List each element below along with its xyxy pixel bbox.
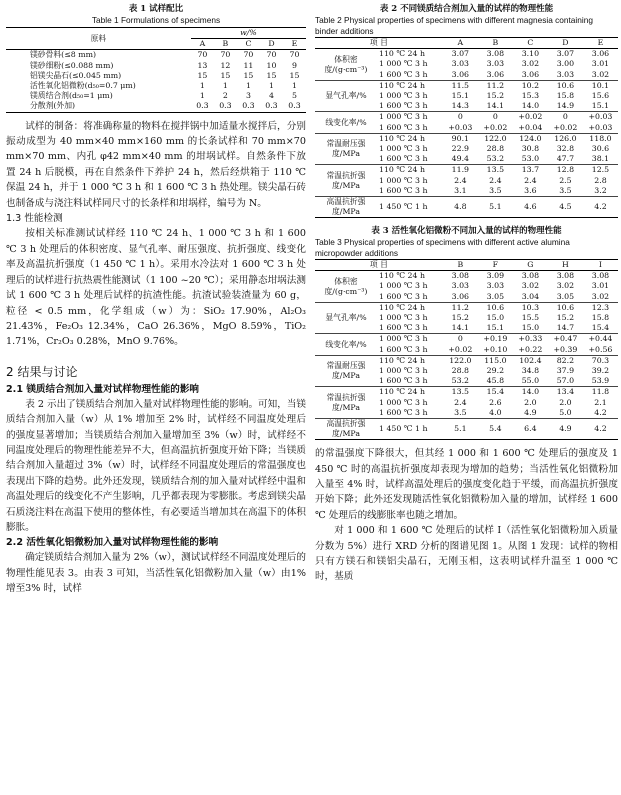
table1-cell: 1 xyxy=(199,81,205,91)
table2-cell: 3.07 xyxy=(556,49,575,59)
table3-cell: 14.0 xyxy=(513,387,548,398)
table1-cell: 2 xyxy=(222,91,228,101)
table2-cell: 13.5 xyxy=(478,165,513,176)
table3-cell: 28.8 xyxy=(451,366,470,376)
table3-cell: 15.1 xyxy=(486,323,505,333)
table1-cell: 15 xyxy=(266,70,277,80)
table3-cell: +0.39 xyxy=(553,344,578,354)
table3-header: G xyxy=(527,260,534,270)
table3-cell: +0.44 xyxy=(583,334,618,345)
table3-condition: 1 000 ℃ 3 h xyxy=(379,281,428,291)
table3-property: 高温抗折强度/MPa xyxy=(315,419,377,440)
table2-cell: 126.0 xyxy=(548,133,583,144)
table2-cell: 49.4 xyxy=(451,154,470,164)
table1-cell: 4 xyxy=(268,91,274,101)
table3-cell: 15.4 xyxy=(591,323,610,333)
table1-material: 活性氧化铝微粉(d₅₀=0.7 μm) xyxy=(30,81,136,91)
table2-cell: 3.06 xyxy=(591,49,610,59)
table2-cell: 12.5 xyxy=(583,165,618,176)
table3-condition: 1 000 ℃ 3 h xyxy=(379,397,428,407)
table2-cell: +0.02 xyxy=(483,122,508,132)
table2-cell: +0.04 xyxy=(518,122,543,132)
table1-cell: 1 xyxy=(199,91,205,101)
table2-condition: 110 ℃ 24 h xyxy=(377,133,443,144)
table3-cell: +0.19 xyxy=(478,334,513,345)
table2-cell: 4.5 xyxy=(548,197,583,218)
table1-cell: 1 xyxy=(245,81,251,91)
table1-material: 镁砂细粉(≤0.088 mm) xyxy=(30,60,114,70)
table-row xyxy=(315,197,618,218)
table3-property: 显气孔率/% xyxy=(315,302,377,334)
table2-condition: 1 000 ℃ 3 h xyxy=(379,59,428,69)
table-row xyxy=(6,71,306,81)
table3-cell: 3.02 xyxy=(521,281,540,291)
table2-cell: 0 xyxy=(478,112,513,123)
table2-cell: 3.06 xyxy=(486,69,505,79)
table3-cell: +0.33 xyxy=(513,334,548,345)
table2-cell: 38.1 xyxy=(591,154,610,164)
table3-cell: 3.06 xyxy=(451,291,470,301)
table3-cell: 102.4 xyxy=(513,355,548,366)
table2-title-cn: 表 2 不同镁质结合剂加入量的试样的物理性能 xyxy=(379,4,554,14)
table2-cell: 0 xyxy=(548,112,583,123)
table2-cell: 30.8 xyxy=(521,144,540,154)
table3-cell: 29.2 xyxy=(486,366,505,376)
right-column xyxy=(315,0,618,585)
table3-cell: 2.0 xyxy=(559,397,572,407)
table2-header: B xyxy=(492,38,499,47)
table1-cell: 5 xyxy=(291,91,297,101)
table2-cell: 3.1 xyxy=(454,185,467,195)
table-row xyxy=(6,61,306,71)
table2-cell: 15.3 xyxy=(521,91,540,101)
table2-condition: 110 ℃ 24 h xyxy=(379,49,425,59)
table2-condition: 1 000 ℃ 3 h xyxy=(377,112,443,123)
table3-title-cn: 表 3 活性氧化铝微粉不同加入量的试样的物理性能 xyxy=(371,226,562,237)
table3-cell: 10.3 xyxy=(513,302,548,313)
table-row xyxy=(315,419,618,440)
table2-cell: 3.08 xyxy=(486,49,505,59)
table3-cell: +0.22 xyxy=(518,344,543,354)
table-row xyxy=(315,271,618,282)
table3-cell: 3.05 xyxy=(486,291,505,301)
table2-header: A xyxy=(457,38,464,47)
table3-property: 线变化率/% xyxy=(315,334,377,355)
table2-cell: 11.9 xyxy=(443,165,478,176)
table1-cell: 15 xyxy=(220,70,231,80)
paragraph-preparation: 试样的制备：将准确称量的物料在搅拌锅中加适量水搅拌后，分别振动成型为 40 mm×40 mm×160 mm 的长条试样和 70 mm×70 mm×70 mm、内孔 φ42 mm×40 mm 的坩埚试样。自然条件下放置 24 h 后脱模，再在自然条件下养护 24 h，然后经烘箱于 110 ℃ 保温 24 h，并于 1 000 ℃ 3 h 和 1 600 ℃ 3 h 热处理。镁尖晶石砖也制备成与浇注料试样同尺寸的长条样和坩埚样，编号为 N。 xyxy=(6,120,306,209)
table3-cell: 3.08 xyxy=(521,271,540,281)
table1-cell: 9 xyxy=(291,60,297,70)
table1-cell: 12 xyxy=(220,60,231,70)
table3-cell: 4.9 xyxy=(548,419,583,440)
table2-header: 项 目 xyxy=(369,38,388,47)
table1-cell: 15 xyxy=(289,70,300,80)
table2-cell: 0 xyxy=(443,112,478,123)
table3-title-en: Table 3 Physical properties of specimens with different active alumina micropowder additions xyxy=(315,237,570,259)
table1-cell: 1 xyxy=(222,81,228,91)
table2-cell: 15.2 xyxy=(486,91,505,101)
table3-cell: 10.6 xyxy=(548,302,583,313)
table3-cell: 3.01 xyxy=(591,281,610,291)
table2-condition: 1 600 ℃ 3 h xyxy=(379,69,428,79)
table3-condition: 1 600 ℃ 3 h xyxy=(379,291,428,301)
table1-unit-header: w/% xyxy=(191,28,306,39)
table3-condition: 110 ℃ 24 h xyxy=(379,271,425,281)
table2-cell: 3.03 xyxy=(556,69,575,79)
table2-cell: 3.07 xyxy=(451,49,470,59)
table1-cell: 1 xyxy=(291,81,297,91)
table2-cell: 14.1 xyxy=(486,101,505,111)
table3-condition: 1 000 ℃ 3 h xyxy=(379,313,428,323)
table3-condition: 1 600 ℃ 3 h xyxy=(379,407,428,417)
table2-cell: +0.03 xyxy=(588,122,613,132)
table1-material: 镁质结合剂(d₅₀=1 μm) xyxy=(30,91,113,101)
table2-property: 常温耐压强度/MPa xyxy=(315,133,377,165)
table3-cell: 37.9 xyxy=(556,366,575,376)
table3-cell: +0.47 xyxy=(548,334,583,345)
table2-cell: 4.2 xyxy=(583,197,618,218)
table1-cell: 3 xyxy=(245,91,251,101)
table3-cell: 11.2 xyxy=(443,302,478,313)
table1-title-cn: 表 1 试样配比 xyxy=(128,4,184,14)
table3-header: 项 目 xyxy=(369,260,388,270)
table2-cell: 118.0 xyxy=(583,133,618,144)
table3-cell: 15.5 xyxy=(521,313,540,323)
table3-cell: 39.2 xyxy=(591,366,610,376)
table3-cell: +0.56 xyxy=(588,344,613,354)
table2-title-en: Table 2 Physical properties of specimens with different magnesia containing binder additions xyxy=(315,15,593,36)
table3-condition: 110 ℃ 24 h xyxy=(377,302,443,313)
table2-cell: 15.1 xyxy=(451,91,470,101)
table3-cell: 45.8 xyxy=(486,376,505,386)
table2-property: 线变化率/% xyxy=(315,112,377,133)
table2-cell: 15.6 xyxy=(591,91,610,101)
table3 xyxy=(315,259,618,440)
table2-cell: 3.5 xyxy=(489,185,502,195)
table2-cell: 3.06 xyxy=(521,69,540,79)
table3-condition: 1 450 ℃ 1 h xyxy=(377,419,443,440)
table1-caption xyxy=(6,4,306,26)
table2-condition: 1 600 ℃ 3 h xyxy=(379,185,428,195)
table3-property: 体积密度/(g·cm⁻³) xyxy=(324,276,368,296)
table-row xyxy=(315,165,618,176)
table2 xyxy=(315,37,618,218)
table2-condition: 1 600 ℃ 3 h xyxy=(379,122,428,132)
table1-col-header: D xyxy=(268,39,275,49)
table2-property: 显气孔率/% xyxy=(315,80,377,112)
table2-condition: 110 ℃ 24 h xyxy=(377,165,443,176)
table-row xyxy=(315,355,618,366)
table2-cell: 3.6 xyxy=(524,185,537,195)
table3-cell: 2.4 xyxy=(454,397,467,407)
table2-cell: 10.2 xyxy=(513,80,548,91)
table2-cell: 11.5 xyxy=(443,80,478,91)
table3-cell: 2.1 xyxy=(594,397,607,407)
table3-condition: 1 600 ℃ 3 h xyxy=(379,376,428,386)
left-column xyxy=(6,0,306,597)
table3-cell: 15.8 xyxy=(591,313,610,323)
table1-cell: 70 xyxy=(197,50,208,60)
table2-cell: +0.02 xyxy=(553,122,578,132)
table-row xyxy=(315,133,618,144)
table-row xyxy=(315,334,618,345)
paragraph-binder-effect: 表 2 示出了镁质结合剂加入量对试样物理性能的影响。可知，当镁质结合剂加入量（w）从 1% 增加至 2% 时，试样经不同温度处理后的强度显著增加；当镁质结合剂加入量增加至 3%（w）时，试样经不同温度处理后的物理性能差异不大，但高温抗折强度开始下降；当镁质结合剂加入量超过 3%（w）时，试样经不同温度处理后的常温强度也表现出下降的趋势。此外还发现，镁质结合剂的加入量对试样经中温和高温处理后的线变化不产生影响，几乎都表现为零膨胀。考虑到镁尖晶石质浇注料在高温下使用的整体性，有必要适当增加其在高温下的体积膨胀。 xyxy=(6,398,307,533)
table2-cell: 32.8 xyxy=(556,144,575,154)
table3-cell: 13.5 xyxy=(443,387,478,398)
table3-cell: 10.6 xyxy=(478,302,513,313)
table2-cell: 3.02 xyxy=(521,59,540,69)
table1-cell: 70 xyxy=(220,50,231,60)
table-row xyxy=(6,101,306,112)
table1-cell: 0.3 xyxy=(219,101,232,111)
table3-cell: 0 xyxy=(443,334,478,345)
table2-header: D xyxy=(562,38,569,47)
table3-condition: 1 000 ℃ 3 h xyxy=(377,334,443,345)
table2-cell: 2.4 xyxy=(524,175,537,185)
table3-property: 常温耐压强度/MPa xyxy=(315,355,377,387)
table2-condition: 1 450 ℃ 1 h xyxy=(377,197,443,218)
table3-cell: +0.10 xyxy=(483,344,508,354)
table3-cell: 3.04 xyxy=(521,291,540,301)
table-row xyxy=(315,112,618,123)
table3-cell: 57.0 xyxy=(556,376,575,386)
table3-cell: 15.0 xyxy=(521,323,540,333)
table3-cell: 122.0 xyxy=(443,355,478,366)
table3-cell: 55.0 xyxy=(521,376,540,386)
table2-condition: 1 000 ℃ 3 h xyxy=(379,144,428,154)
table3-cell: 53.9 xyxy=(591,376,610,386)
table3-header: I xyxy=(598,260,602,270)
table2-cell: 22.9 xyxy=(451,144,470,154)
table3-cell: 5.1 xyxy=(443,419,478,440)
table2-cell: 2.4 xyxy=(489,175,502,185)
table3-cell: 3.08 xyxy=(556,271,575,281)
table2-cell: 3.06 xyxy=(451,69,470,79)
paragraph-alumina-effect: 确定镁质结合剂加入量为 2%（w），测试试样经不同温度处理后的物理性能见表 3。由表 3 可知，当活性氧化铝微粉加入量（w）由1% 增至3% 时，试样 xyxy=(6,552,306,595)
table2-cell: 3.5 xyxy=(559,185,572,195)
table3-cell: 115.0 xyxy=(478,355,513,366)
table3-cell: 6.4 xyxy=(513,419,548,440)
table3-cell: 3.08 xyxy=(591,271,610,281)
table3-cell: 34.8 xyxy=(521,366,540,376)
table2-cell: 3.03 xyxy=(451,59,470,69)
table1-col-header: E xyxy=(291,39,298,49)
table3-cell: 82.2 xyxy=(548,355,583,366)
table1-cell: 15 xyxy=(197,70,208,80)
table3-cell: 5.4 xyxy=(478,419,513,440)
table-row xyxy=(315,49,618,60)
table-row xyxy=(6,91,306,101)
table2-condition: 1 600 ℃ 3 h xyxy=(379,101,428,111)
table3-cell: 14.7 xyxy=(556,323,575,333)
table2-condition: 1 000 ℃ 3 h xyxy=(379,175,428,185)
table3-cell: 3.02 xyxy=(591,291,610,301)
table3-cell: 15.4 xyxy=(478,387,513,398)
table3-cell: 4.9 xyxy=(524,407,537,417)
section-heading-1-3: 1.3 性能检测 xyxy=(6,213,63,225)
table3-header: B xyxy=(457,260,464,270)
table3-cell: 15.2 xyxy=(556,313,575,323)
table3-cell: 3.03 xyxy=(486,281,505,291)
table2-cell: 3.03 xyxy=(486,59,505,69)
table-row xyxy=(6,50,306,61)
table3-header: F xyxy=(492,260,499,270)
table3-caption xyxy=(315,226,618,259)
table-row xyxy=(315,80,618,91)
table1-cell: 70 xyxy=(243,50,254,60)
table1-cell: 13 xyxy=(197,60,208,70)
table2-cell: 10.6 xyxy=(548,80,583,91)
table2-property: 体积密度/(g·cm⁻³) xyxy=(324,54,368,74)
table2-cell: +0.03 xyxy=(583,112,618,123)
table2-cell: 5.1 xyxy=(478,197,513,218)
table1-col-header: A xyxy=(199,39,206,49)
table2-cell: 2.8 xyxy=(594,175,607,185)
table2-cell: +0.03 xyxy=(448,122,473,132)
table3-cell: 4.2 xyxy=(583,419,618,440)
table2-property: 高温抗折强度/MPa xyxy=(315,197,377,218)
table2-cell: 2.4 xyxy=(454,175,467,185)
table3-cell: 3.08 xyxy=(451,271,470,281)
table3-header: H xyxy=(561,260,569,270)
table2-caption xyxy=(315,4,618,37)
table2-cell: 15.8 xyxy=(556,91,575,101)
table3-property: 常温抗折强度/MPa xyxy=(315,387,377,419)
section-heading-2: 2 结果与讨论 xyxy=(6,364,78,379)
table1-cell: 70 xyxy=(266,50,277,60)
table1-col-header: C xyxy=(245,39,252,49)
table1-cell: 70 xyxy=(289,50,300,60)
table1-material: 分散剂(外加) xyxy=(30,101,76,111)
table2-cell: 3.2 xyxy=(594,185,607,195)
table2-cell: 90.1 xyxy=(443,133,478,144)
table3-condition: 1 600 ℃ 3 h xyxy=(379,344,428,354)
table2-cell: 30.6 xyxy=(591,144,610,154)
table2-cell: 11.2 xyxy=(478,80,513,91)
table3-cell: 2.0 xyxy=(524,397,537,407)
table3-cell: 2.6 xyxy=(489,397,502,407)
paragraph-testing: 按相关标准测试试样经 110 ℃ 24 h、1 000 ℃ 3 h 和 1 600 ℃ 3 h 处理后的体积密度、显气孔率、耐压强度、抗折强度、线变化率及高温抗折强度（1 450 ℃ 1 h）。采用水冷法对 1 600 ℃ 3 h 处理后的试样进行抗热震性能测试（1 100 ~20 ℃）；采用静态坩埚法测试 1 600 ℃ 3 h 处理后试样的抗渣性能。抗渣试验装渣量为 60 g，粒径 < 0.5 mm，化学组成（w）为：SiO₂ 17.90%，Al₂O₃ 21.43%，Fe₂O₃ 12.34%，CaO 26.36%，MgO 8.59%，TiO₂ 1.71%，Cr₂O₃ 0.28%，MnO 9.76%。 xyxy=(6,228,306,348)
paragraph-continued: 的常温强度下降很大，但其经 1 000 和 1 600 ℃ 处理后的强度及 1 450 ℃ 时的高温抗折强度却表现为增加的趋势；当活性氧化铝微粉加入量至 4% 时，试样高温处理后的强度变化趋于平缓，而高温抗折强度开始下降；此外还发现随活性氧化铝微粉加入量的增加，试样经 1 600 ℃ 处理后的线膨胀率也随之增加。 xyxy=(315,448,618,521)
table1-cell: 11 xyxy=(243,60,254,70)
table1-cell: 0.3 xyxy=(265,101,278,111)
table3-cell: 3.05 xyxy=(556,291,575,301)
table2-cell: 53.2 xyxy=(486,154,505,164)
table2-cell: 3.10 xyxy=(521,49,540,59)
table1-cell: 1 xyxy=(268,81,274,91)
table1-title-en: Table 1 Formulations of specimens xyxy=(91,15,221,25)
table3-cell: 70.3 xyxy=(583,355,618,366)
table2-cell: 122.0 xyxy=(478,133,513,144)
table2-cell: 3.01 xyxy=(591,59,610,69)
table3-cell: +0.02 xyxy=(448,344,473,354)
table1-raw-header: 原料 xyxy=(90,33,107,43)
table3-cell: 3.02 xyxy=(556,281,575,291)
table2-condition: 110 ℃ 24 h xyxy=(377,80,443,91)
table1-material: 镁砂骨料(≤8 mm) xyxy=(30,50,97,60)
table1-col-header: B xyxy=(222,39,229,49)
table-row xyxy=(315,302,618,313)
table2-cell: 28.8 xyxy=(486,144,505,154)
table3-condition: 110 ℃ 24 h xyxy=(377,387,443,398)
table1-cell: 0.3 xyxy=(242,101,255,111)
table2-cell: 2.5 xyxy=(559,175,572,185)
table2-cell: 3.02 xyxy=(591,69,610,79)
table3-cell: 15.0 xyxy=(486,313,505,323)
table3-condition: 1 600 ℃ 3 h xyxy=(379,323,428,333)
table2-header: C xyxy=(527,38,534,47)
section-heading-2-1: 2.1 镁质结合剂加入量对试样物理性能的影响 xyxy=(6,383,200,395)
table2-condition: 1 600 ℃ 3 h xyxy=(379,154,428,164)
table1-cell: 0.3 xyxy=(288,101,301,111)
table2-cell: 13.7 xyxy=(513,165,548,176)
table2-cell: 15.1 xyxy=(591,101,610,111)
table3-condition: 1 000 ℃ 3 h xyxy=(379,366,428,376)
table2-cell: 14.9 xyxy=(556,101,575,111)
table1-material: 铝镁尖晶石(≤0.045 mm) xyxy=(30,70,122,80)
table-row xyxy=(6,81,306,91)
table3-cell: 13.4 xyxy=(548,387,583,398)
table1-cell: 0.3 xyxy=(196,101,209,111)
table3-condition: 110 ℃ 24 h xyxy=(377,355,443,366)
table-row xyxy=(315,387,618,398)
table2-cell: 4.6 xyxy=(513,197,548,218)
table2-cell: 14.3 xyxy=(451,101,470,111)
table2-cell: 53.0 xyxy=(521,154,540,164)
table3-cell: 4.2 xyxy=(594,407,607,417)
table2-cell: 124.0 xyxy=(513,133,548,144)
table1 xyxy=(6,27,306,113)
table2-cell: 10.1 xyxy=(583,80,618,91)
table2-cell: 47.7 xyxy=(556,154,575,164)
table3-cell: 3.5 xyxy=(454,407,467,417)
table2-cell: 3.00 xyxy=(556,59,575,69)
table1-cell: 10 xyxy=(266,60,277,70)
paragraph-xrd: 对 1 000 和 1 600 ℃ 处理后的试样 I（活性氧化铝微粉加入质量分数为 5%）进行 XRD 分析的图谱见图 1。从图 1 发现：试样的物相只有方镁石和镁铝尖晶石，无刚玉相，这表明试样升温至 1 000 ℃ 时，基质 xyxy=(315,525,618,583)
table3-cell: 5.0 xyxy=(559,407,572,417)
table3-cell: 3.03 xyxy=(451,281,470,291)
table2-cell: 12.8 xyxy=(548,165,583,176)
table2-header: E xyxy=(597,38,604,47)
table3-cell: 4.0 xyxy=(489,407,502,417)
table2-property: 常温抗折强度/MPa xyxy=(315,165,377,197)
table2-cell: +0.02 xyxy=(513,112,548,123)
table3-cell: 12.3 xyxy=(583,302,618,313)
table3-cell: 14.1 xyxy=(451,323,470,333)
table3-cell: 15.2 xyxy=(451,313,470,323)
table2-condition: 1 000 ℃ 3 h xyxy=(379,91,428,101)
table3-cell: 3.09 xyxy=(486,271,505,281)
table2-cell: 4.8 xyxy=(443,197,478,218)
section-heading-2-2: 2.2 活性氧化铝微粉加入量对试样物理性能的影响 xyxy=(6,537,219,549)
table3-cell: 53.2 xyxy=(451,376,470,386)
table2-cell: 14.0 xyxy=(521,101,540,111)
table3-cell: 11.8 xyxy=(583,387,618,398)
table1-cell: 15 xyxy=(243,70,254,80)
